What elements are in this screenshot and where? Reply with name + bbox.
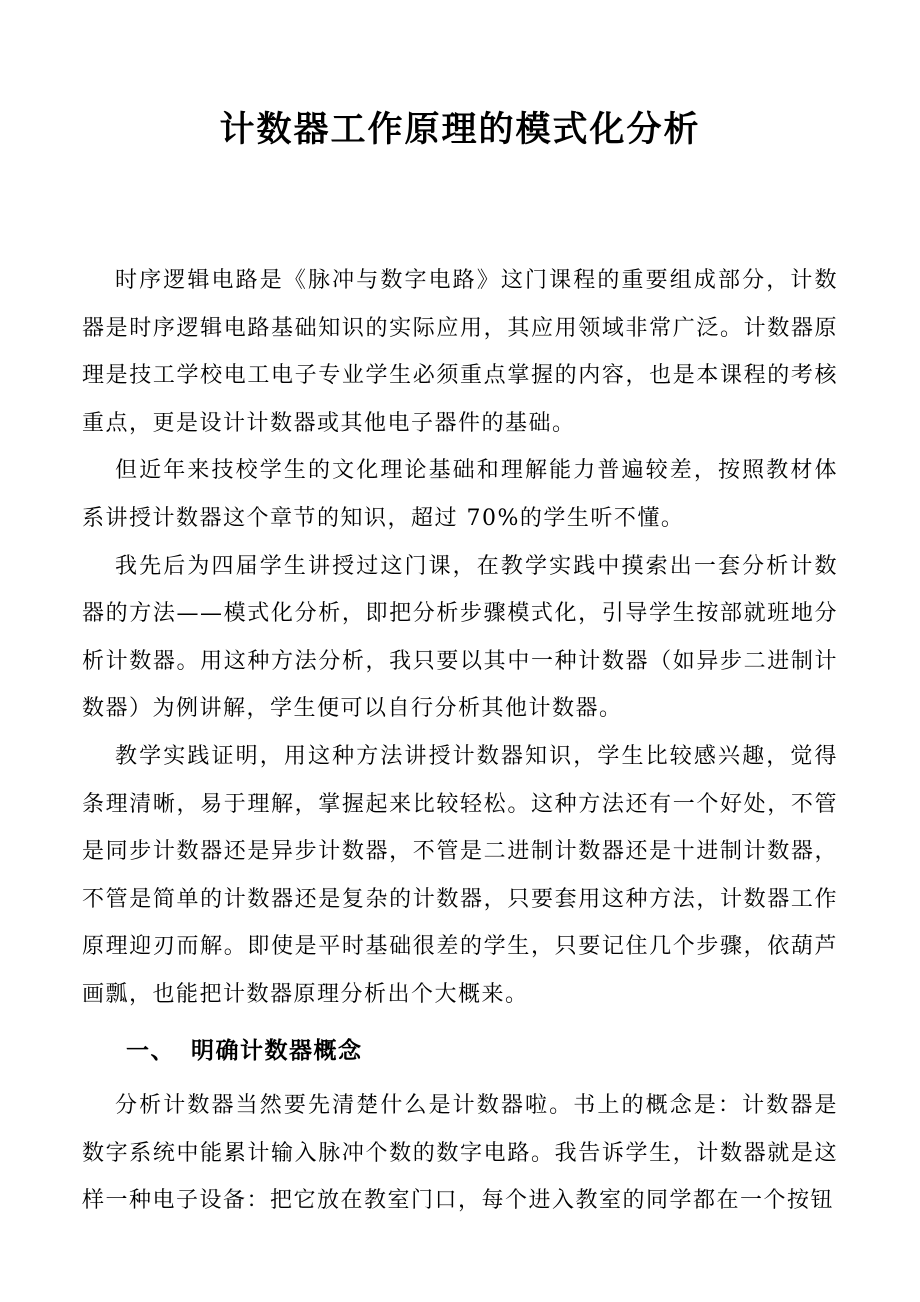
document-title: 计数器工作原理的模式化分析 (219, 109, 701, 150)
paragraph-intro: 时序逻辑电路是《脉冲与数字电路》这门课程的重要组成部分，计数器是时序逻辑电路基础知识的实际应用，其应用领域非常广泛。计数器原理是技工学校电工电子专业学生必须重点掌握的内容，也是本课程的考核重点，更是设计计数器或其他电子器件的基础。 (82, 268, 838, 436)
paragraph-concept: 分析计数器当然要先清楚什么是计数器啦。书上的概念是：计数器是数字系统中能累计输入脉冲个数的数字电路。我告诉学生，计数器就是这样一种电子设备：把它放在教室门口，每个进入教室的同学都在一个按钮 (82, 1093, 838, 1214)
section-heading-number: 一、 (126, 1036, 175, 1064)
document-body (82, 257, 838, 1225)
section-heading (82, 1027, 838, 1075)
paragraph-results: 教学实践证明，用这种方法讲授计数器知识，学生比较感兴趣，觉得条理清晰，易于理解，掌握起来比较轻松。这种方法还有一个好处，不管是同步计数器还是异步计数器，不管是二进制计数器还是十进制计数器，不管是简单的计数器还是复杂的计数器，只要套用这种方法，计数器工作原理迎刃而解。即使是平时基础很差的学生，只要记住几个步骤，依葫芦画瓢，也能把计数器原理分析出个大概来。 (82, 743, 838, 1007)
paragraph-problem: 但近年来技校学生的文化理论基础和理解能力普遍较差，按照教材体系讲授计数器这个章节的知识，超过 70%的学生听不懂。 (82, 458, 838, 531)
section-heading-text: 明确计数器概念 (191, 1036, 363, 1064)
paragraph-method: 我先后为四届学生讲授过这门课，在教学实践中摸索出一套分析计数器的方法——模式化分析，即把分析步骤模式化，引导学生按部就班地分析计数器。用这种方法分析，我只要以其中一种计数器（如异步二进制计数器）为例讲解，学生便可以自行分析其他计数器。 (82, 553, 838, 722)
